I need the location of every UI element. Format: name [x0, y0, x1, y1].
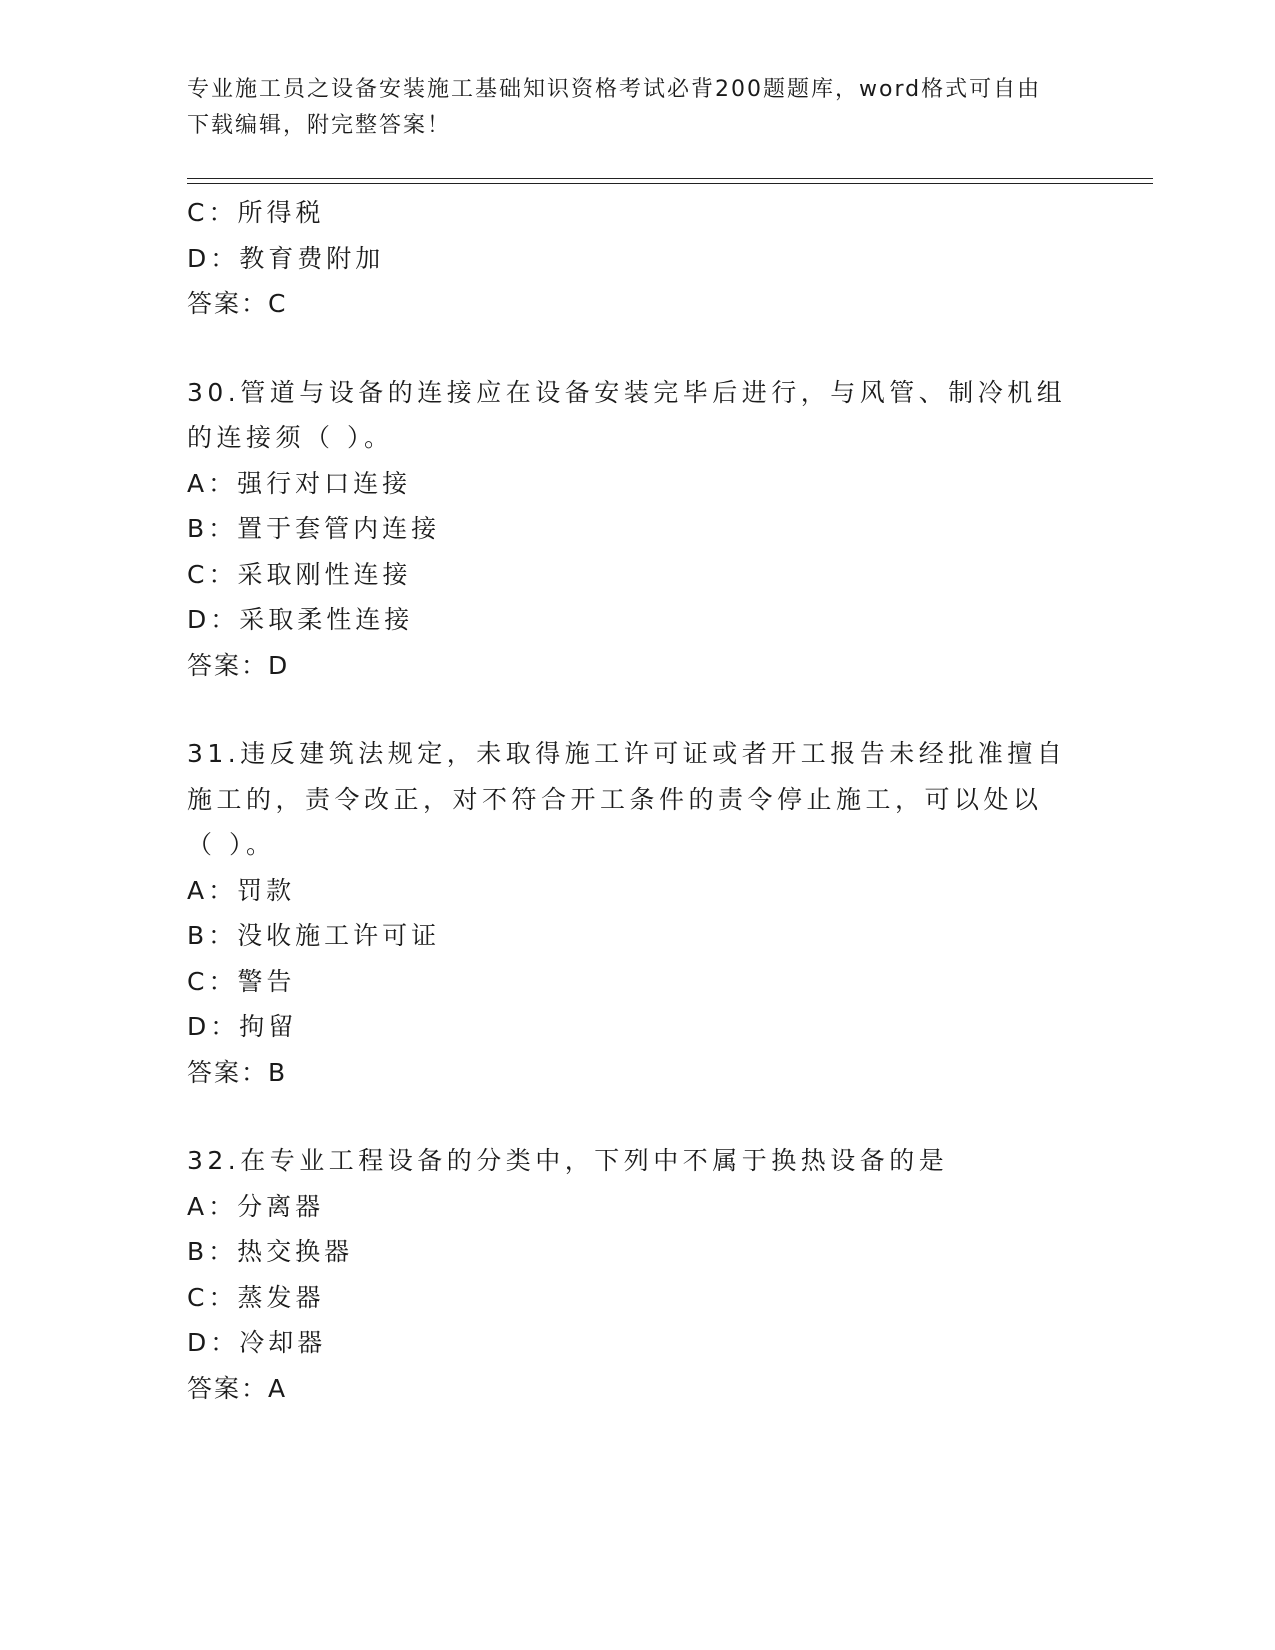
question-text: 32.在专业工程设备的分类中，下列中不属于换热设备的是 [187, 1146, 949, 1175]
option-a: A：强行对口连接 [187, 468, 412, 498]
option-c: C：采取刚性连接 [187, 559, 412, 589]
question-list [187, 190, 1087, 1411]
question-30 [187, 370, 1087, 689]
question-text: 31.违反建筑法规定，未取得施工许可证或者开工报告未经批准擅自施工的，责令改正，对不符合开工条件的责令停止施工，可以处以（ ）。 [187, 739, 1067, 859]
option-d: D：教育费附加 [187, 243, 385, 273]
option-c: C：蒸发器 [187, 1282, 325, 1312]
option-b: B：热交换器 [187, 1237, 354, 1266]
option-b: B：没收施工许可证 [187, 921, 441, 950]
option-c: C：警告 [187, 966, 296, 996]
question-text: 30.管道与设备的连接应在设备安装完毕后进行，与风管、制冷机组的连接须（ ）。 [187, 377, 1067, 452]
header-line-1: 专业施工员之设备安装施工基础知识资格考试必背200题题库，word格式可自由 [187, 77, 1042, 102]
header-divider-top [187, 178, 1153, 179]
question-continued [187, 190, 1087, 327]
question-32 [187, 1138, 1087, 1411]
document-header [187, 72, 1087, 144]
option-a: A：罚款 [187, 875, 296, 905]
question-31 [187, 731, 1087, 1095]
option-c: C：所得税 [187, 198, 325, 227]
header-line-2: 下载编辑，附完整答案！ [187, 113, 452, 138]
answer-line: 答案：A [187, 1373, 288, 1403]
option-d: D：拘留 [187, 1012, 298, 1041]
option-a: A：分离器 [187, 1191, 325, 1221]
option-d: D：冷却器 [187, 1328, 327, 1357]
answer-line: 答案：C [187, 289, 288, 318]
option-d: D：采取柔性连接 [187, 605, 414, 634]
header-divider-bottom [187, 183, 1153, 184]
answer-line: 答案：D [187, 650, 290, 680]
option-b: B：置于套管内连接 [187, 514, 441, 543]
answer-line: 答案：B [187, 1057, 288, 1087]
